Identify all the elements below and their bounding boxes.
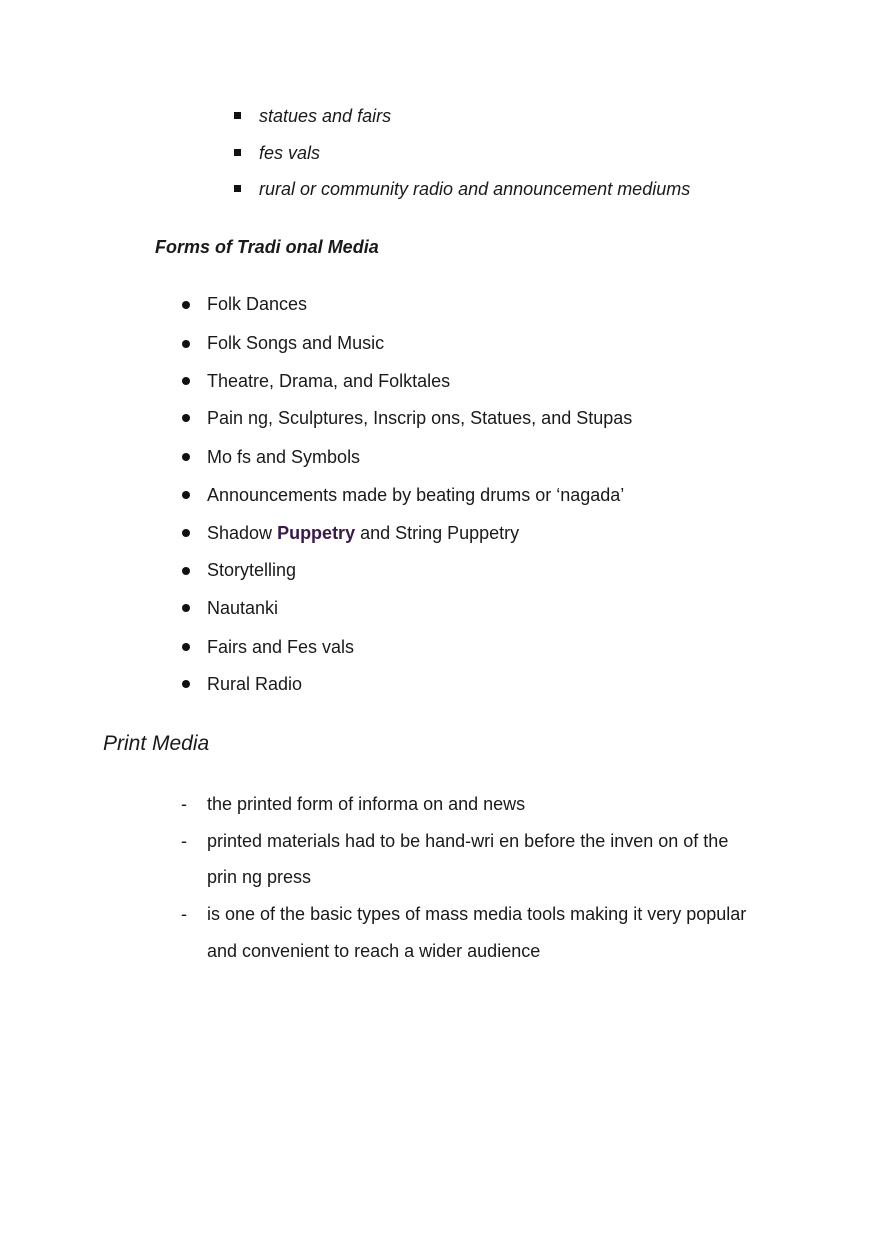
sub-list-item: statues and fairs [259, 106, 392, 126]
round-bullet-icon [182, 414, 190, 422]
square-bullet-icon [234, 149, 241, 156]
forms-list-item: Folk Songs and Music [207, 333, 385, 353]
round-bullet-icon [182, 567, 190, 575]
forms-list-item: Announcements made by beating drums or ‘nagada’ [207, 485, 625, 505]
forms-list-item: Pain ng, Sculptures, Inscrip ons, Statues, and Stupas [207, 408, 633, 428]
puppetry-highlight: Puppetry [277, 523, 356, 543]
print-list-item: printed materials had to be hand-wri en before the inven on of the [207, 831, 729, 851]
square-bullet-icon [234, 185, 241, 192]
round-bullet-icon [182, 604, 190, 612]
forms-list-item: Storytelling [207, 560, 297, 580]
dash-bullet: - [181, 904, 187, 924]
print-list-item: the printed form of informa on and news [207, 794, 526, 814]
print-media-heading: Print Media [103, 732, 210, 755]
dash-bullet: - [181, 831, 187, 851]
forms-list-item: Folk Dances [207, 294, 308, 314]
sub-list-item: fes vals [259, 143, 321, 163]
round-bullet-icon [182, 680, 190, 688]
round-bullet-icon [182, 340, 190, 348]
round-bullet-icon [182, 491, 190, 499]
sub-list-item: rural or community radio and announcement mediums [259, 179, 691, 199]
print-list-item-continuation: and convenient to reach a wider audience [207, 941, 541, 961]
print-list-item-continuation: prin ng press [207, 867, 312, 887]
round-bullet-icon [182, 377, 190, 385]
forms-list-item-puppetry [207, 521, 519, 545]
round-bullet-icon [182, 453, 190, 461]
forms-list-item: Rural Radio [207, 674, 303, 694]
puppetry-suffix: and String Puppetry [355, 523, 520, 543]
round-bullet-icon [182, 301, 190, 309]
forms-list-item: Theatre, Drama, and Folktales [207, 371, 451, 391]
round-bullet-icon [182, 643, 190, 651]
dash-bullet: - [181, 794, 187, 814]
print-list-item: is one of the basic types of mass media tools making it very popular [207, 904, 747, 924]
forms-list-item: Mo fs and Symbols [207, 447, 361, 467]
puppetry-prefix: Shadow [207, 523, 278, 543]
forms-heading: Forms of Tradi onal Media [155, 237, 379, 257]
square-bullet-icon [234, 112, 241, 119]
round-bullet-icon [182, 529, 190, 537]
forms-list-item: Nautanki [207, 598, 279, 618]
forms-list-item: Fairs and Fes vals [207, 637, 355, 657]
